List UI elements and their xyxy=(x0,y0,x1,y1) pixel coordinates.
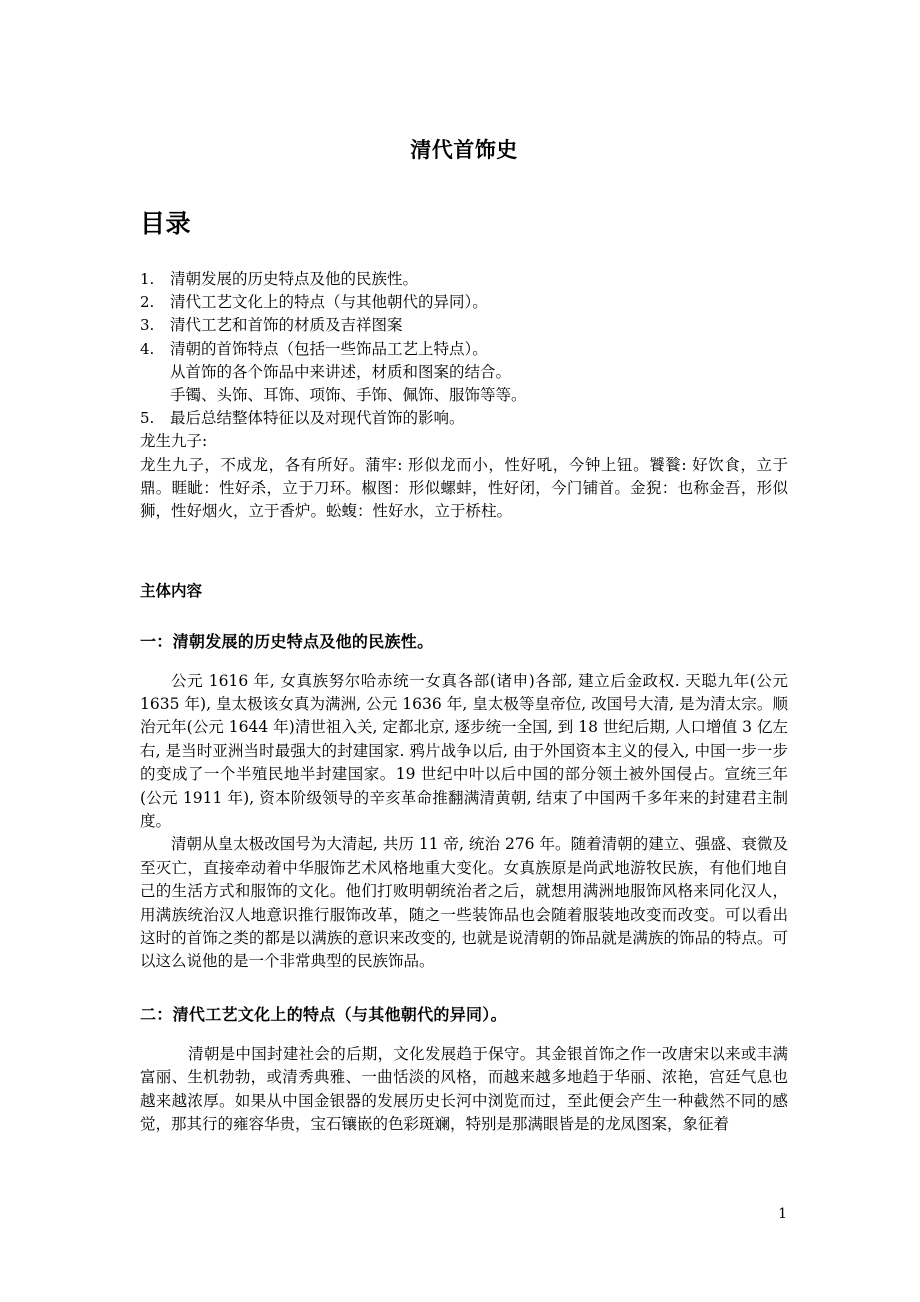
toc-item-1 xyxy=(140,268,788,291)
toc-item-number: 4. xyxy=(140,339,155,358)
toc-item-label: 最后总结整体特征以及对现代首饰的影响。 xyxy=(170,409,465,428)
toc-item-number: 2. xyxy=(140,293,155,312)
toc-item-number: 5. xyxy=(140,409,155,428)
document-title: 清代首饰史 xyxy=(410,138,518,162)
toc-subline-2: 手镯、头饰、耳饰、项饰、手饰、佩饰、服饰等等。 xyxy=(170,386,527,405)
toc-item-label: 清朝的首饰特点（包括一些饰品工艺上特点）。 xyxy=(170,339,488,358)
toc-item-number: 3. xyxy=(140,316,155,335)
table-of-contents-list xyxy=(140,239,788,430)
section-two-paragraph-1: 清朝是中国封建社会的后期，文化发展趋于保守。其金银首饰之作一改唐宋以来或丰满富丽、生机勃勃，或清秀典雅、一曲恬淡的风格，而越来越多地趋于华丽、浓艳，宫廷气息也越来越浓厚。如果从中国金银器的发展历史长河中浏览而过，至此便会产生一种截然不同的感觉，那其行的雍容华贵，宝石镶嵌的色彩斑斓，特别是那满眼皆是的龙凤图案，象征着 xyxy=(140,1044,788,1134)
toc-item-3 xyxy=(140,314,788,337)
toc-item-label: 清朝发展的历史特点及他的民族性。 xyxy=(170,270,419,288)
section-heading-two: 二：清代工艺文化上的特点（与其他朝代的异同）。 xyxy=(140,1004,507,1024)
table-of-contents-heading: 目录 xyxy=(140,209,192,238)
main-content-heading: 主体内容 xyxy=(140,581,203,600)
toc-subline-1: 从首饰的各个饰品中来讲述，材质和图案的结合。 xyxy=(170,362,512,381)
toc-item-label: 清代工艺和首饰的材质及吉祥图案 xyxy=(170,316,403,335)
dragon-sons-paragraph: 龙生九子，不成龙，各有所好。蒲牢: 形似龙而小，性好吼，今钟上钮。饕餮: 好饮食，立于鼎。睚眦：性好杀，立于刀环。椒图：形似螺蚌，性好闭，今门铺首。金猊：也称金吾，形似狮，性好烟火，立于香炉。蚣蝮：性好水，立于桥柱。 xyxy=(140,455,788,521)
section-one-paragraph-1: 公元 1616 年, 女真族努尔哈赤统一女真各部(诸申)各部, 建立后金政权. 天聪九年(公元 1635 年), 皇太极该女真为满洲, 公元 1636 年, 皇太极等皇帝位, 改国号大清, 是为清太宗。顺治元年(公元 1644 年)清世祖入关, 定都北京, 逐步统一全国, 到 18 世纪后期, 人口增值 3 亿左右, 是当时亚洲当时最强大的封建国家. 鸦片战争以后, 由于外国资本主义的侵入, 中国一步一步的变成了一个半殖民地半封建国家。19 世纪中叶以后中国的部分领土被外国侵占。宣统三年(公元 1911 年), 资本阶级领导的辛亥革命推翻满清黄朝, 结束了中国两千多年来的封建君主制度。 xyxy=(140,671,788,830)
toc-item-2 xyxy=(140,291,788,314)
toc-item-4 xyxy=(140,338,788,361)
section-one-paragraph-2: 清朝从皇太极改国号为大清起, 共历 11 帝, 统治 276 年。随着清朝的建立、强盛、衰微及至灭亡，直接牵动着中华服饰艺术风格地重大变化。女真族原是尚武地游牧民族，有他们地自己的生活方式和服饰的文化。他们打败明朝统治者之后，就想用满洲地服饰风格来同化汉人，用满族统治汉人地意识推行服饰改革，随之一些装饰品也会随着服装地改变而改变。可以看出这时的首饰之类的都是以满族的意识来改变的, 也就是说清朝的饰品就是满族的饰品的特点。可以这么说他的是一个非常典型的民族饰品。 xyxy=(140,835,788,971)
toc-item-number: 1. xyxy=(140,270,155,288)
page-content xyxy=(140,0,788,1136)
toc-item-label: 清代工艺文化上的特点（与其他朝代的异同）。 xyxy=(170,293,488,312)
page-number: 1 xyxy=(778,1206,787,1222)
toc-item-5 xyxy=(140,407,788,430)
section-heading-one: 一：清朝发展的历史特点及他的民族性。 xyxy=(140,631,434,651)
dragon-sons-label: 龙生九子: xyxy=(140,432,208,451)
